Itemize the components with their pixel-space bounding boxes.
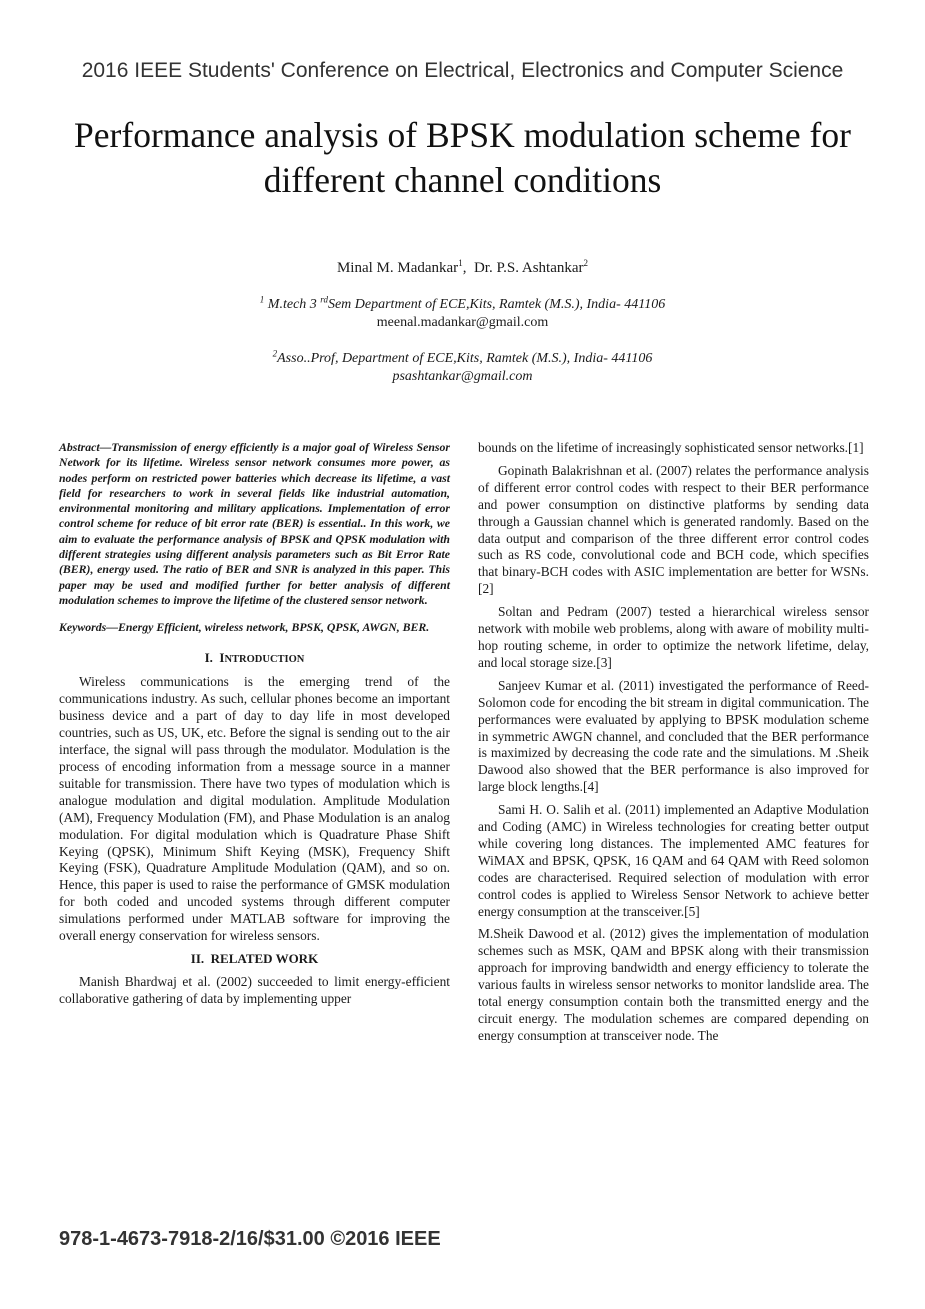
affiliation-2-email[interactable]: psashtankar@gmail.com bbox=[392, 369, 533, 384]
section-1-first-letter: I bbox=[219, 649, 225, 665]
paragraph: Soltan and Pedram (2007) tested a hierarchical wireless sensor network with mobile web problems, along with aware of mobility multi-hop routing scheme, in order to optimize the network lifetime, delay, and local storage size.[3] bbox=[478, 604, 869, 670]
affiliation-1-sup: 1 bbox=[259, 294, 265, 305]
paper-title: Performance analysis of BPSK modulation scheme for different channel conditions bbox=[74, 115, 851, 200]
paragraph: Sami H. O. Salih et al. (2011) implemented an Adaptive Modulation and Coding (AMC) in Wireless technologies for creating better output while covering long distances. The implemented AMC features for WiMAX and BPSK, QPSK, 16 QAM and 64 QAM with Reed solomon codes are characterised. Required selection of modulation with error control codes is applied to Wireless Sensor Network to achieve better energy consumption at the transceiver.[5] bbox=[478, 802, 869, 919]
conference-header: 2016 IEEE Students' Conference on Electrical, Electronics and Computer Science bbox=[81, 59, 844, 82]
keywords: Keywords—Energy Efficient, wireless network, BPSK, QPSK, AWGN, BER. bbox=[59, 620, 430, 635]
section-1-heading bbox=[59, 650, 450, 669]
right-column bbox=[478, 440, 869, 1051]
author-line bbox=[0, 258, 925, 278]
affiliation-2-sup: 2 bbox=[272, 348, 278, 359]
affiliation-1-text-a: M.tech 3 bbox=[264, 297, 321, 312]
paragraph: bounds on the lifetime of increasingly sophisticated sensor networks.[1] bbox=[478, 440, 864, 455]
paragraph: Gopinath Balakrishnan et al. (2007) relates the performance analysis of different error control codes with respect to their BER performance and power consumption on distinctive platforms by sending data through a Gaussian channel which is generated randomly. Based on the data output and comparison of the three different error control codes such as RS code, convolutional code and BCH code, which specifies that binary-BCH codes with ASIC implementation are better for WSNs.[2] bbox=[478, 462, 869, 597]
author-1: Minal M. Madankar bbox=[336, 260, 459, 276]
paragraph: Sanjeev Kumar et al. (2011) investigated the performance of Reed-Solomon code for encoding the bit stream in digital communication. The performances were evaluated by applying to BPSK modulation scheme in symmetric AWGN channel, and concluded that the BER performance is maximized by decreasing the code rate and the simulations. M .Sheik Dawood also showed that the BER performance is also improved for large block lengths.[4] bbox=[478, 677, 869, 795]
section-2-body: Manish Bhardwaj et al. (2002) succeeded to limit energy-efficient collaborative gathering of data by implementing upper bbox=[59, 973, 450, 1006]
author-2: Dr. P.S. Ashtankar bbox=[473, 260, 584, 276]
author-1-sup: 1 bbox=[458, 258, 463, 268]
affiliation-1-email[interactable]: meenal.madankar@gmail.com bbox=[376, 315, 549, 330]
affiliation-2-text: Asso..Prof, Department of ECE,Kits, Ramtek (M.S.), India- 441106 bbox=[277, 351, 653, 366]
affiliation-2 bbox=[0, 350, 925, 386]
section-1-body: Wireless communications is the emerging trend of the communications industry. As such, cellular phones become an important business device and a part of day to day life in most developed countries, such as US, UK, etc. Before the signal is sending out to the air interface, the signal will pass through the modulator. Modulation is the process of encoding information from a message source in a manner suitable for transmission. There have two types of modulation which is analogue modulation and digital modulation. Amplitude Modulation (AM), Frequency Modulation (FM), and Phase Modulation is an analog modulation. For digital modulation which is Quadrature Phase Shift Keying (QPSK), Minimum Shift Keying (MSK), Frequency Shift Keying (FSK), Quadrature Amplitude Modulation (QAM), and so on. Hence, this paper is used to raise the performance of GMSK modulation for both coded and uncoded systems through different computer simulations performed under MATLAB software for improving the overall energy conservation for wireless sensors. bbox=[59, 674, 450, 944]
abstract: Abstract—Transmission of energy efficiently is a major goal of Wireless Sensor Network for its lifetime. Wireless sensor network consumes more power, as nodes perform on restricted power batteries which decrease its lifetime, a vast field for researchers to work in several fields like industrial automation, environmental monitoring and military applications. Implementation of error control scheme for reduce of bit error rate (BER) is essential.. In this work, we aim to evaluate the performance analysis of BPSK and QPSK modulation with different strategies using different analysis parameters such as Bit Error Rate (BER), energy used. The ratio of BER and SNR is analyzed in this paper. This paper may be used and modified further for better analysis of different modulation schemes to improve the lifetime of the clustered sensor network. bbox=[59, 440, 450, 607]
affiliation-1 bbox=[0, 296, 925, 332]
section-1-number: I. bbox=[204, 649, 213, 665]
author-separator: , bbox=[462, 260, 474, 276]
left-column bbox=[59, 440, 450, 1008]
author-2-sup: 2 bbox=[583, 258, 589, 268]
affiliation-1-text-b: Sem Department of ECE,Kits, Ramtek (M.S.), India- 441106 bbox=[327, 297, 666, 312]
section-2-heading: II. RELATED WORK bbox=[190, 950, 319, 966]
affiliation-1-text-sup: rd bbox=[320, 294, 328, 305]
section-1-rest: NTRODUCTION bbox=[224, 653, 305, 665]
paragraph: M.Sheik Dawood et al. (2012) gives the implementation of modulation schemes such as MSK, QAM and BPSK along with their transmission approach for improving bandwidth and energy efficiency to tolerate the various faults in wireless sensor networks to monitor landslide area. The total energy consumption contain both the transmitted energy and the circuit energy. The modulation schemes are compared depending on energy consumption at transceiver node. The bbox=[478, 926, 869, 1043]
copyright-footer: 978-1-4673-7918-2/16/$31.00 ©2016 IEEE bbox=[59, 1228, 441, 1250]
